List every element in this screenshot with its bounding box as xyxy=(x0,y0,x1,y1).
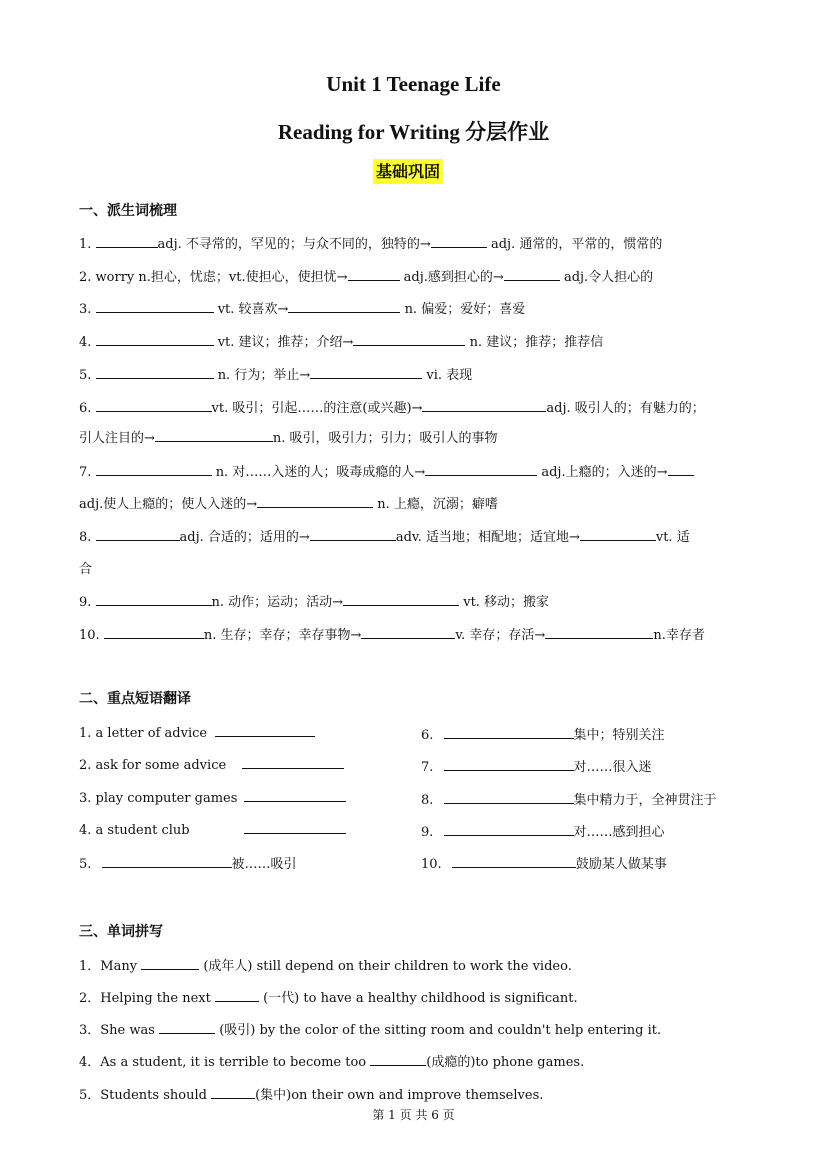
section-heading-spelling: 三、单词拼写 xyxy=(79,924,163,940)
phrase-item-8: 8. 集中精力于，全神贯注于 xyxy=(421,793,717,808)
derivative-item-8-cont: 合 xyxy=(79,562,93,577)
spelling-item-1: 1．Many (成年人) still depend on their children to work the video. xyxy=(79,959,572,974)
answer-blank[interactable] xyxy=(310,528,396,541)
answer-blank[interactable] xyxy=(96,235,158,248)
phrase-item-10: 10. 鼓励某人做某事 xyxy=(421,857,667,872)
answer-blank[interactable] xyxy=(96,300,214,313)
answer-blank[interactable] xyxy=(96,333,214,346)
answer-blank[interactable] xyxy=(215,724,315,737)
answer-blank[interactable] xyxy=(452,855,576,868)
answer-blank[interactable] xyxy=(504,268,560,281)
answer-blank[interactable] xyxy=(155,429,273,442)
phrase-item-2: 2. ask for some advice xyxy=(79,756,344,773)
answer-blank[interactable] xyxy=(310,366,422,379)
page-footer: 第 1 页 共 6 页 xyxy=(372,1108,455,1122)
answer-blank[interactable] xyxy=(361,626,455,639)
answer-blank[interactable] xyxy=(211,1086,255,1099)
derivative-item-1: 1. adj. 不寻常的，罕见的；与众不同的，独特的→ adj. 通常的，平常的，惯常的 xyxy=(79,237,663,252)
answer-blank[interactable] xyxy=(96,399,212,412)
page-title: Unit 1 Teenage Life xyxy=(326,72,501,96)
derivative-item-8: 8. adj. 合适的；适用的→ adv. 适当地；相配地；适宜地→ vt. 适 xyxy=(79,530,690,545)
answer-blank[interactable] xyxy=(215,989,259,1002)
level-badge: 基础巩固 xyxy=(373,159,443,184)
derivative-item-7-cont: adj.使人上瘾的；使人入迷的→ n. 上瘾，沉溺；癖嗜 xyxy=(79,497,498,512)
answer-blank[interactable] xyxy=(545,626,653,639)
phrase-item-7: 7. 对……很入迷 xyxy=(421,760,652,775)
answer-blank[interactable] xyxy=(353,333,465,346)
page-subtitle: Reading for Writing 分层作业 xyxy=(277,120,550,144)
answer-blank[interactable] xyxy=(425,463,537,476)
derivative-item-2: 2. worry n.担心，忧虑；vt.使担心，使担忧→ adj.感到担心的→ adj.令人担心的 xyxy=(79,270,654,285)
answer-blank[interactable] xyxy=(257,495,373,508)
section-heading-phrases: 二、重点短语翻译 xyxy=(79,691,191,707)
answer-blank[interactable] xyxy=(159,1021,215,1034)
answer-blank[interactable] xyxy=(422,399,546,412)
phrase-item-9: 9. 对……感到担心 xyxy=(421,825,665,840)
answer-blank[interactable] xyxy=(242,756,344,769)
derivative-item-6-cont: 引人注目的→ n. 吸引，吸引力；引力；吸引人的事物 xyxy=(79,431,498,446)
answer-blank[interactable] xyxy=(244,789,346,802)
derivative-item-5: 5. n. 行为；举止→ vi. 表现 xyxy=(79,368,473,383)
answer-blank[interactable] xyxy=(96,528,180,541)
answer-blank[interactable] xyxy=(370,1053,426,1066)
answer-blank[interactable] xyxy=(244,821,346,834)
phrase-item-1: 1. a letter of advice xyxy=(79,724,315,741)
answer-blank[interactable] xyxy=(444,791,574,804)
answer-blank[interactable] xyxy=(444,758,574,771)
answer-blank[interactable] xyxy=(444,726,574,739)
phrase-item-5: 5. 被……吸引 xyxy=(79,857,297,872)
derivative-item-6: 6. vt. 吸引；引起……的注意(或兴趣)→ adj. 吸引人的；有魅力的； xyxy=(79,401,705,416)
answer-blank[interactable] xyxy=(104,626,204,639)
derivative-item-9: 9. n. 动作；运动；活动→ vt. 移动；搬家 xyxy=(79,595,550,610)
answer-blank[interactable] xyxy=(96,593,212,606)
answer-blank[interactable] xyxy=(580,528,656,541)
answer-blank[interactable] xyxy=(96,463,212,476)
spelling-item-3: 3．She was (吸引) by the color of the sitting room and couldn't help entering it. xyxy=(79,1023,662,1038)
derivative-item-4: 4. vt. 建议；推荐；介绍→ n. 建议；推荐；推荐信 xyxy=(79,335,604,350)
derivative-item-7: 7. n. 对……入迷的人；吸毒成瘾的人→ adj.上瘾的；入迷的→ xyxy=(79,461,694,480)
spelling-item-5: 5．Students should (集中)on their own and improve themselves. xyxy=(79,1088,544,1103)
answer-blank[interactable] xyxy=(102,855,232,868)
derivative-item-3: 3. vt. 较喜欢→ n. 偏爱；爱好；喜爱 xyxy=(79,302,526,317)
answer-blank[interactable] xyxy=(668,463,694,476)
spelling-item-4: 4．As a student, it is terrible to become too (成瘾的)to phone games. xyxy=(79,1055,585,1070)
answer-blank[interactable] xyxy=(444,823,574,836)
section-heading-derivatives: 一、派生词梳理 xyxy=(79,203,177,219)
answer-blank[interactable] xyxy=(288,300,400,313)
derivative-item-10: 10. n. 生存；幸存；幸存事物→ v. 幸存；存活→ n.幸存者 xyxy=(79,628,705,643)
spelling-item-2: 2．Helping the next (一代) to have a healthy childhood is significant. xyxy=(79,991,578,1006)
phrase-item-6: 6. 集中；特别关注 xyxy=(421,728,665,743)
answer-blank[interactable] xyxy=(141,957,199,970)
answer-blank[interactable] xyxy=(343,593,459,606)
answer-blank[interactable] xyxy=(348,268,400,281)
answer-blank[interactable] xyxy=(96,366,214,379)
answer-blank[interactable] xyxy=(431,235,487,248)
phrase-item-3: 3. play computer games xyxy=(79,789,346,806)
phrase-item-4: 4. a student club xyxy=(79,821,346,838)
